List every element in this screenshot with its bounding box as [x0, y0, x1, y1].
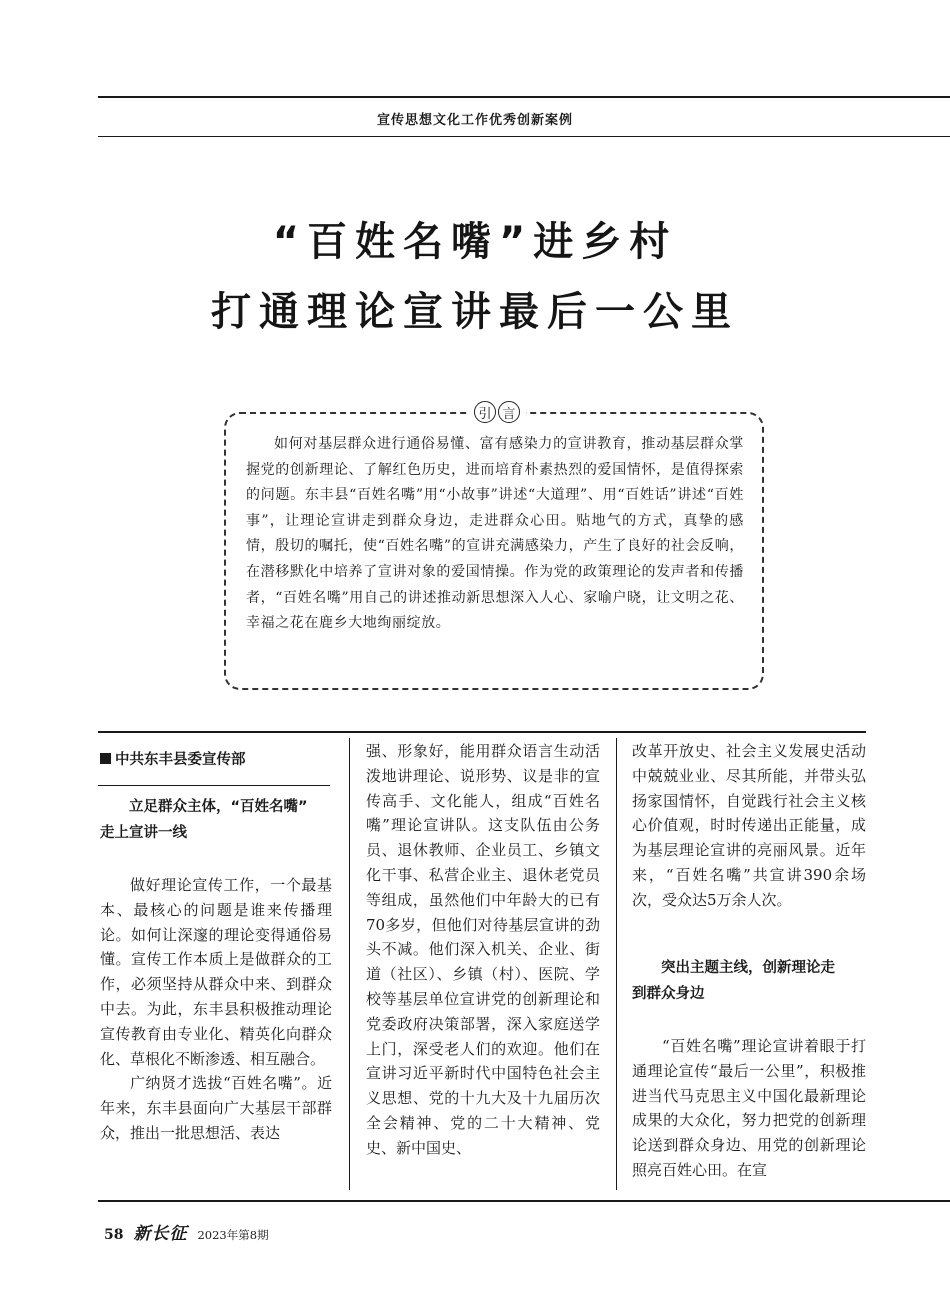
organization-name: 中共东丰县委宣传部	[115, 752, 246, 768]
col3-paragraph-2: “百姓名嘴”理论宣讲着眼于打通理论宣传“最后一公里”，积极推进当代马克思主义中国化最新理论成果的大众化，努力把党的创新理论送到群众身边、用党的创新理论照亮百姓心田。在宣	[632, 1037, 866, 1179]
footer	[104, 1219, 269, 1244]
col3-body-top	[632, 739, 866, 913]
col3-body-bottom	[632, 1034, 866, 1183]
organization-rule	[98, 785, 330, 786]
intro-paragraph: 如何对基层群众进行通俗易懂、富有感染力的宣讲教育，推动基层群众掌握党的创新理论、了解红色历史，进而培育朴素热烈的爱国情怀，是值得探索的问题。东丰县“百姓名嘴”用“小故事”讲述“大道理”、用“百姓话”讲述“百姓事”，让理论宣讲走到群众身边，走进群众心田。贴地气的方式，真挚的感情，殷切的嘱托，使“百姓名嘴”的宣讲充满感染力，产生了良好的社会反响，在潜移默化中培养了宣讲对象的爱国情操。作为党的政策理论的发声者和传播者，“百姓名嘴”用自己的讲述推动新思想深入人心、家喻户晓，让文明之花、幸福之花在鹿乡大地绚丽绽放。	[246, 436, 744, 632]
header-rule	[98, 136, 950, 137]
col1-heading-line-1: 立足群众主体，“百姓名嘴”	[129, 799, 308, 815]
top-rule	[98, 96, 950, 98]
bottom-rule	[98, 1200, 950, 1202]
col1-heading-line-2: 走上宣讲一线	[100, 825, 187, 841]
col3-heading	[632, 955, 866, 1007]
title-line-2: 打通理论宣讲最后一公里	[211, 289, 739, 335]
col1-heading	[100, 794, 332, 846]
mid-rule	[98, 731, 866, 733]
column-divider-2	[616, 738, 617, 1190]
col1-paragraph-2: 广纳贤才选拔“百姓名嘴”。近年来，东丰县面向广大基层干部群众，推出一批思想活、表达	[100, 1074, 332, 1142]
intro-label-char-2: 言	[498, 401, 520, 423]
col3-heading-line-1: 突出主题主线，创新理论走	[661, 960, 835, 976]
magazine-name: 新长征	[133, 1224, 188, 1244]
title-line-1: “百姓名嘴”进乡村	[272, 219, 678, 265]
col3-paragraph-1: 改革开放史、社会主义发展史活动中兢兢业业、尽其所能，并带头弘扬家国情怀，自觉践行社会主义核心价值观，时时传递出正能量，成为基层理论宣讲的亮丽风景。近年来，“百姓名嘴”共宣讲390余场次，受众达5万余人次。	[632, 742, 866, 909]
square-bullet-icon	[100, 753, 111, 764]
col3-heading-line-2: 到群众身边	[632, 986, 705, 1002]
issue-label: 2023年第8期	[197, 1228, 269, 1242]
col2-paragraph-1: 强、形象好，能用群众语言生动活泼地讲理论、说形势、议是非的宣传高手、文化能人，组成“百姓名嘴”理论宣讲队。这支队伍由公务员、退休教师、企业员工、乡镇文化干事、私营企业主、退休老党员等组成，虽然他们中年龄大的已有70多岁，但他们对待基层宣讲的劲头不减。他们深入机关、企业、街道（社区）、乡镇（村）、医院、学校等基层单位宣讲党的创新理论和党委政府决策部署，深入家庭送学上门，深受老人们的欢迎。他们在宣讲习近平新时代中国特色社会主义思想、党的十九大及十九届历次全会精神、党的二十大精神、党史、新中国史、	[366, 742, 600, 1157]
column-divider-1	[349, 738, 350, 1190]
organization	[100, 748, 246, 769]
col1-paragraph-1: 做好理论宣传工作，一个最基本、最核心的问题是谁来传播理论。如何让深邃的理论变得通俗易懂。宣传工作本质上是做群众的工作，必须坚持从群众中来、到群众中去。为此，东丰县积极推动理论宣传教育由专业化、精英化向群众化、草根化不断渗透、相互融合。	[100, 876, 332, 1068]
intro-text	[246, 432, 744, 637]
intro-label-char-1: 引	[474, 401, 496, 423]
section-label: 宣传思想文化工作优秀创新案例	[376, 113, 573, 128]
page-number: 58	[104, 1227, 124, 1243]
col1-body	[100, 873, 332, 1146]
col2-body	[366, 739, 600, 1161]
intro-label	[468, 399, 526, 425]
